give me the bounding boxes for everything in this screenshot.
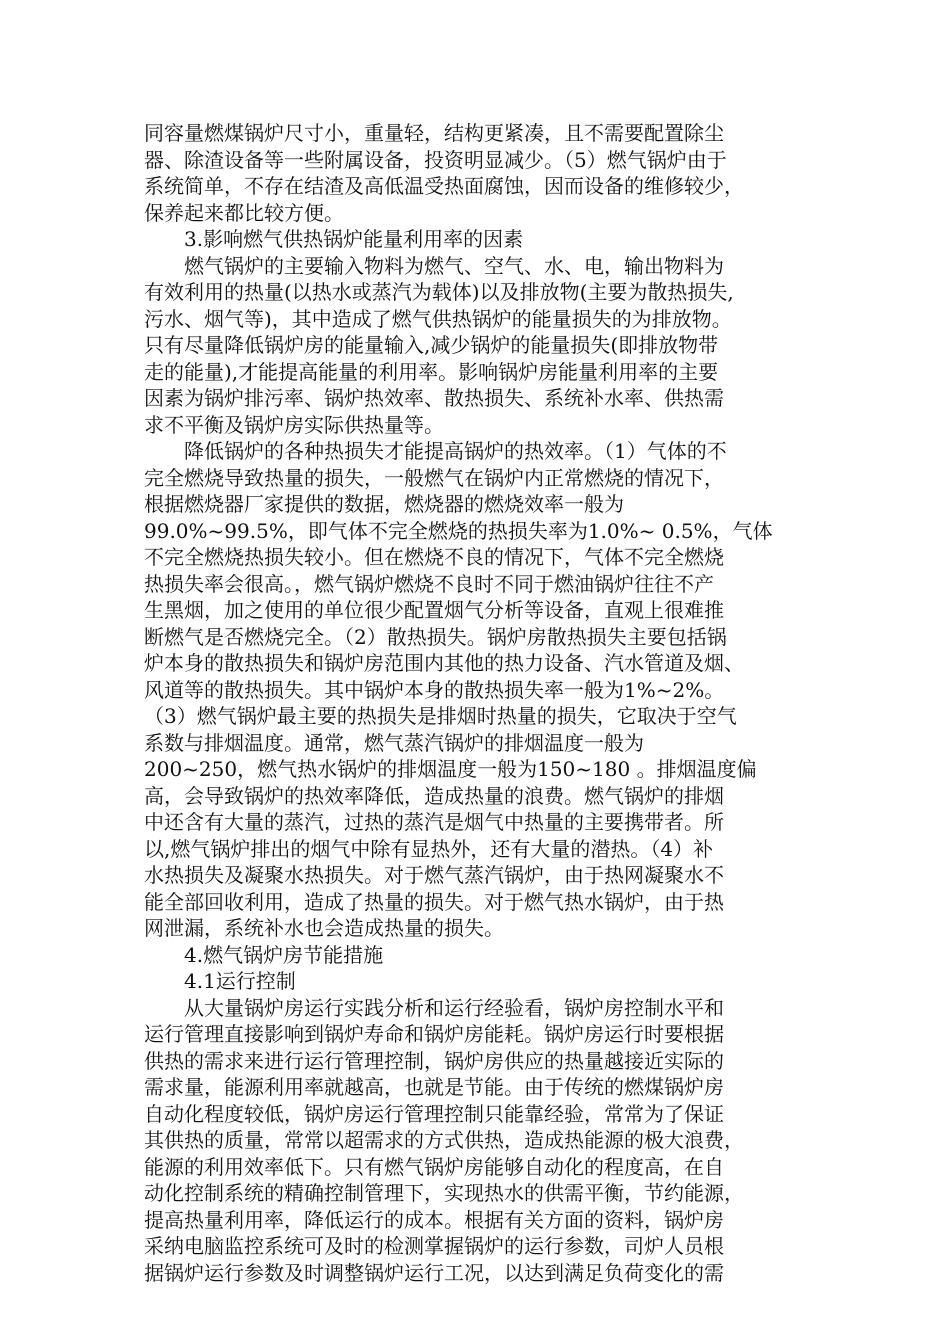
text-line: 断燃气是否燃烧完全。（2）散热损失。锅炉房散热损失主要包括锅 (144, 624, 727, 649)
section-heading: 4.燃气锅炉房节能措施 (184, 942, 384, 967)
text-line: 器、除渣设备等一些附属设备，投资明显减少。（5）燃气锅炉由于 (144, 147, 727, 172)
text-line: 炉本身的散热损失和锅炉房范围内其他的热力设备、汽水管道及烟、 (144, 651, 744, 675)
section-heading: 3.影响燃气供热锅炉能量利用率的因素 (184, 227, 524, 251)
text-line: 网泄漏，系统补水也会造成热量的损失。 (144, 916, 504, 940)
text-line: 需求量，能源利用率就越高，也就是节能。由于传统的燃煤锅炉房 (144, 1075, 724, 1099)
text-line: 完全燃烧导致热量的损失，一般燃气在锅炉内正常燃烧的情况下， (144, 465, 724, 490)
text-line: （3）燃气锅炉最主要的热损失是排烟时热量的损失，它取决于空气 (144, 704, 737, 728)
text-line: 水热损失及凝聚水热损失。对于燃气蒸汽锅炉，由于热网凝聚水不 (144, 863, 724, 887)
text-line: 根据燃烧器厂家提供的数据，燃烧器的燃烧效率一般为 (144, 492, 624, 516)
text-line: 99.0%~99.5%，即气体不完全燃烧的热损失率为1.0%~ 0.5%，气体 (144, 518, 773, 543)
text-line: 只有尽量降低锅炉房的能量输入,减少锅炉的能量损失(即排放物带 (144, 333, 719, 357)
text-line: 从大量锅炉房运行实践分析和运行经验看，锅炉房控制水平和 (184, 995, 724, 1020)
subsection-heading: 4.1运行控制 (184, 969, 296, 993)
text-line: 200~250，燃气热水锅炉的排烟温度一般为150~180 。排烟温度偏 (144, 757, 757, 781)
text-line: 求不平衡及锅炉房实际供热量等。 (144, 412, 444, 437)
text-line: 供热的需求来进行运行管理控制，锅炉房供应的热量越接近实际的 (144, 1048, 724, 1073)
text-line: 有效利用的热量(以热水或蒸汽为载体)以及排放物(主要为散热损失, (144, 280, 734, 304)
text-line: 系统简单，不存在结渣及高低温受热面腐蚀，因而设备的维修较少， (144, 174, 744, 198)
text-line: 中还含有大量的蒸汽，过热的蒸汽是烟气中热量的主要携带者。所 (144, 810, 724, 834)
text-line: 自动化程度较低，锅炉房运行管理控制只能靠经验，常常为了保证 (144, 1101, 724, 1126)
text-line: 不完全燃烧热损失较小。但在燃烧不良的情况下，气体不完全燃烧 (144, 545, 724, 569)
text-line: 风道等的散热损失。其中锅炉本身的散热损失率一般为1%~2%。 (144, 677, 725, 702)
text-line: 动化控制系统的精确控制管理下，实现热水的供需平衡，节约能源， (144, 1181, 744, 1205)
text-line: 高，会导致锅炉的热效率降低，造成热量的浪费。燃气锅炉的排烟 (144, 783, 724, 808)
text-line: 据锅炉运行参数及时调整锅炉运行工况，以达到满足负荷变化的需 (144, 1260, 724, 1285)
text-line: 保养起来都比较方便。 (144, 200, 344, 225)
text-line: 污水、烟气等)，其中造成了燃气供热锅炉的能量损失的为排放物。 (144, 306, 732, 331)
text-line: 热损失率会很高。，燃气锅炉燃烧不良时不同于燃油锅炉往往不产 (144, 571, 714, 596)
text-line: 其供热的质量，常常以超需求的方式供热，造成热能源的极大浪费， (144, 1128, 744, 1152)
text-line: 以,燃气锅炉排出的烟气中除有显热外，还有大量的潜热。（4）补 (144, 836, 714, 861)
text-line: 能源的利用效率低下。只有燃气锅炉房能够自动化的程度高，在自 (144, 1154, 724, 1179)
body-text (144, 120, 824, 1286)
text-line: 降低锅炉的各种热损失才能提高锅炉的热效率。（1）气体的不 (184, 439, 727, 463)
text-line: 提高热量利用率，降低运行的成本。根据有关方面的资料，锅炉房 (144, 1207, 724, 1232)
text-line: 因素为锅炉排污率、锅炉热效率、散热损失、系统补水率、供热需 (144, 386, 724, 410)
text-line: 系数与排烟温度。通常，燃气蒸汽锅炉的排烟温度一般为 (144, 730, 644, 755)
text-line: 生黑烟，加之使用的单位很少配置烟气分析等设备，直观上很难推 (144, 598, 724, 622)
text-line: 能全部回收利用，造成了热量的损失。对于燃气热水锅炉，由于热 (144, 889, 724, 914)
text-line: 燃气锅炉的主要输入物料为燃气、空气、水、电，输出物料为 (184, 253, 724, 278)
text-line: 运行管理直接影响到锅炉寿命和锅炉房能耗。锅炉房运行时要根据 (144, 1022, 724, 1046)
text-line: 同容量燃煤锅炉尺寸小，重量轻，结构更紧凑，且不需要配置除尘 (144, 121, 724, 145)
text-line: 采纳电脑监控系统可及时的检测掌握锅炉的运行参数，司炉人员根 (144, 1234, 724, 1258)
text-line: 走的能量),才能提高能量的利用率。影响锅炉房能量利用率的主要 (144, 359, 719, 384)
